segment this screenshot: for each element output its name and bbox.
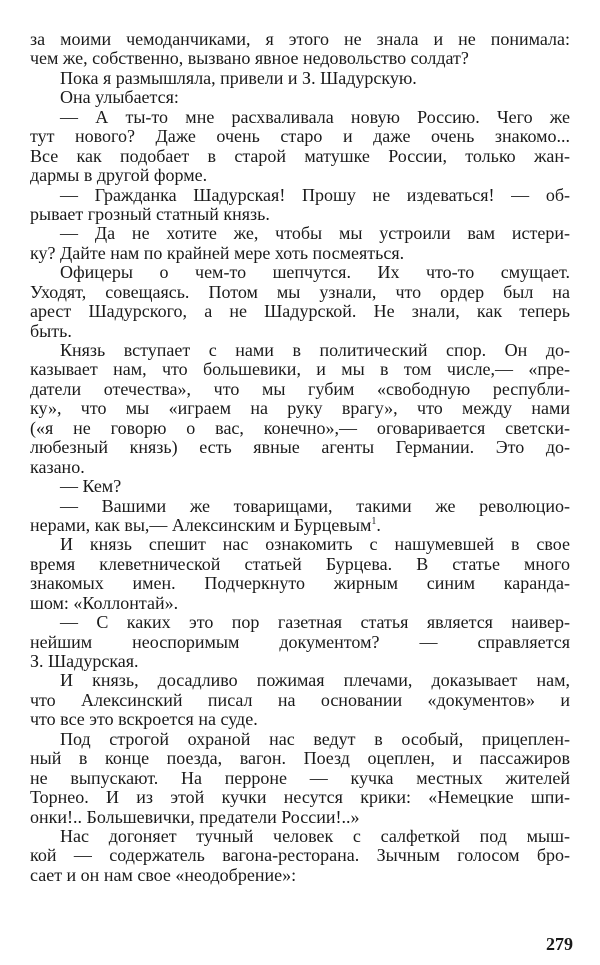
text-line (30, 69, 570, 88)
text-line (30, 477, 570, 496)
text-line-content: рывает грозный статный князь. (30, 203, 270, 224)
text-line-content: Все как подобает в старой матушке России, только жан- (30, 145, 570, 166)
text-line-content: время клеветнической статьей Бурцева. В статье много (30, 553, 570, 574)
text-line (30, 302, 570, 321)
text-line (30, 866, 570, 885)
text-line (30, 846, 570, 865)
footnote-marker[interactable]: 1 (371, 515, 377, 527)
text-line (30, 555, 570, 574)
text-line-content: Офицеры о чем-то шепчутся. Их что-то смущает. (60, 262, 570, 283)
text-line-content: знакомых имен. Подчеркнуто жирным синим каранда- (30, 573, 570, 594)
text-line (30, 633, 570, 652)
text-line-content: дармы в другой форме. (30, 165, 208, 186)
text-line-content: Пока я размышляла, привели и З. Шадурскую. (60, 67, 417, 88)
text-line-content: нерами, как вы,— Алексинским и Бурцевым (30, 514, 372, 535)
text-line-content: что все это вскроется на суде. (30, 709, 258, 730)
text-line-content: ку», что мы «играем на руку врагу», что между нами (30, 398, 570, 419)
text-line (30, 671, 570, 690)
text-line-content: Князь вступает с нами в политический спор. Он до- (60, 340, 570, 360)
text-line-content: датели отечества», что мы губим «свободную республи- (30, 378, 570, 399)
text-line-content: — А ты-то мне расхваливала новую Россию. Чего же (60, 106, 570, 127)
text-line (30, 147, 570, 166)
text-line (30, 594, 570, 613)
page-number: 279 (546, 934, 573, 954)
text-line (30, 283, 570, 302)
text-line-content: ку? Дайте нам по крайней мере хоть посмеяться. (30, 242, 405, 263)
text-line (30, 730, 570, 749)
text-line (30, 516, 570, 535)
text-line (30, 438, 570, 457)
text-line (30, 691, 570, 710)
text-line-content: Торнео. И из этой кучки несутся крики: «Немецкие шпи- (30, 787, 570, 808)
text-line (30, 166, 570, 185)
text-line-content: что Алексинский писал на основании «документов» и (30, 689, 570, 710)
text-line-tail: . (376, 514, 381, 535)
text-line (30, 808, 570, 827)
text-line (30, 263, 570, 282)
text-line (30, 224, 570, 243)
text-line (30, 127, 570, 146)
text-line-content: онки!.. Большевички, предатели России!..» (30, 806, 360, 827)
text-line-content: И князь, досадливо пожимая плечами, доказывает нам, (60, 670, 570, 691)
text-line-content: казывает нам, что большевики, и мы в том числе,— «пре- (30, 359, 570, 380)
text-line-content: Уходят, совещаясь. Потом мы узнали, что ордер был на (30, 281, 570, 302)
text-line-content: — Да не хотите же, чтобы мы устроили вам истери- (60, 223, 570, 244)
text-line (30, 652, 570, 671)
text-line-content: И князь спешит нас ознакомить с нашумевшей в свое (60, 534, 570, 555)
text-line (30, 574, 570, 593)
text-line-content: не выпускают. На перроне — кучка местных жителей (30, 767, 570, 788)
text-line (30, 380, 570, 399)
text-line (30, 497, 570, 516)
text-line-content: за моими чемоданчиками, я этого не знала и не понимала: (30, 29, 570, 49)
text-line (30, 613, 570, 632)
text-line-content: — С каких это пор газетная статья является наивер- (60, 612, 570, 633)
text-line-content: любезный князь) есть явные агенты Германии. Это до- (30, 437, 570, 458)
text-line-content: чем же, собственно, вызвано явное недовольство солдат? (30, 48, 469, 69)
text-line-content: Под строгой охраной нас ведут в особый, прицеплен- (60, 728, 570, 749)
text-line (30, 769, 570, 788)
text-line-content: — Кем? (60, 476, 122, 497)
text-line (30, 322, 570, 341)
text-line-content: быть. (30, 320, 72, 341)
text-line-content: («я не говорю о вас, конечно»,— оговаривается светски- (30, 417, 570, 438)
text-line-content: З. Шадурская. (30, 651, 139, 671)
text-line-content: ный в конце поезда, вагон. Поезд оцеплен, и пассажиров (30, 748, 570, 769)
text-line (30, 749, 570, 768)
text-line (30, 419, 570, 438)
text-line-content: кой — содержатель вагона-ресторана. Зычным голосом бро- (30, 845, 570, 866)
text-line (30, 360, 570, 379)
text-line (30, 186, 570, 205)
text-line-content: казано. (30, 456, 85, 477)
text-line-content: Нас догоняет тучный человек с салфеткой под мыш- (60, 825, 570, 846)
text-line-content: шом: «Коллонтай». (30, 592, 179, 613)
text-line-content: сает и он нам свое «неодобрение»: (30, 864, 297, 885)
text-line (30, 108, 570, 127)
text-line-content: Она улыбается: (60, 87, 179, 108)
text-line (30, 535, 570, 554)
text-line-content: тут нового? Даже очень старо и даже очень знакомо... (30, 126, 570, 147)
text-line-content: — Вашими же товарищами, такими же революцио- (60, 495, 570, 516)
text-line (30, 827, 570, 846)
text-line (30, 710, 570, 729)
text-line (30, 341, 570, 360)
text-line (30, 205, 570, 224)
text-line (30, 399, 570, 418)
text-line (30, 244, 570, 263)
text-line (30, 30, 570, 49)
text-line-content: арест Шадурского, а не Шадурской. Не знали, как теперь (30, 301, 570, 322)
text-line (30, 788, 570, 807)
text-line (30, 458, 570, 477)
text-line-content: — Гражданка Шадурская! Прошу не издеваться! — об- (60, 184, 570, 205)
text-line (30, 88, 570, 107)
text-line (30, 49, 570, 68)
page-body-text (30, 30, 570, 885)
text-line-content: нейшим неоспоримым документом? — справляется (30, 631, 570, 652)
